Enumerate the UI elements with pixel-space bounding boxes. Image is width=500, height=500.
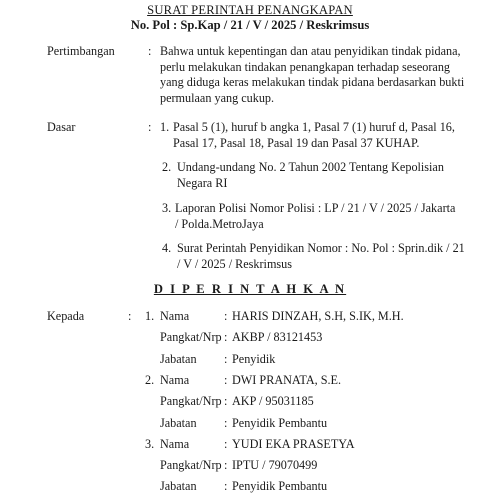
person-nama-label: Nama: [160, 309, 190, 323]
dasar-item-1: [173, 120, 455, 151]
person-pangkat-label: Pangkat/Nrp: [160, 394, 222, 408]
document-title: SURAT PERINTAH PENANGKAPAN: [147, 3, 353, 17]
person-jabatan: Penyidik: [232, 352, 276, 366]
field-colon: :: [224, 330, 228, 344]
pertimbangan-line: perlu melakukan tindakan penangkapan terhadap seseorang: [160, 59, 451, 74]
field-colon: :: [224, 437, 228, 451]
person-number: 1.: [145, 309, 155, 323]
person-jabatan: Penyidik Pembantu: [232, 416, 328, 430]
dasar-item-line: Undang-undang No. 2 Tahun 2002 Tentang Kepolisian: [177, 160, 444, 174]
person-nama-label: Nama: [160, 437, 190, 451]
person-pangkat-label: Pangkat/Nrp: [160, 330, 222, 344]
person-number: 2.: [145, 373, 155, 387]
dasar-item-line: / V / 2025 / Reskrimsus: [177, 256, 293, 271]
person-jabatan-label: Jabatan: [160, 352, 197, 366]
pertimbangan-colon: :: [148, 44, 152, 58]
dasar-item-line: Surat Perintah Penyidikan Nomor : No. Pol : Sprin.dik / 21: [177, 241, 465, 255]
dasar-item-2: [177, 160, 444, 191]
field-colon: :: [224, 352, 228, 366]
dasar-item-3: [175, 201, 455, 232]
dasar-item-line: Pasal 5 (1), huruf b angka 1, Pasal 7 (1) huruf d, Pasal 16,: [173, 120, 455, 134]
dasar-item-line: Pasal 17, Pasal 18, Pasal 19 dan Pasal 37 KUHAP.: [173, 135, 420, 150]
dasar-item-number: 3.: [162, 201, 172, 215]
field-colon: :: [224, 479, 228, 493]
pertimbangan-line: permulaan yang cukup.: [160, 90, 275, 105]
person-nama: YUDI EKA PRASETYA: [232, 437, 355, 451]
person-jabatan-label: Jabatan: [160, 479, 197, 493]
dasar-label: Dasar: [47, 120, 76, 134]
person-pangkat: AKP / 95031185: [232, 394, 314, 408]
person-nama-label: Nama: [160, 373, 190, 387]
kepada-label: Kepada: [47, 309, 85, 323]
dasar-item-line: Laporan Polisi Nomor Polisi : LP / 21 / V / 2025 / Jakarta: [175, 201, 456, 215]
person-nama: DWI PRANATA, S.E.: [232, 373, 342, 387]
person-jabatan-label: Jabatan: [160, 416, 197, 430]
dasar-colon: :: [148, 120, 152, 134]
dasar-item-4: [177, 241, 465, 272]
pertimbangan-line: yang diduga keras melakukan tindak pidana berdasarkan bukti: [160, 75, 465, 89]
field-colon: :: [224, 309, 228, 323]
dasar-item-line: Negara RI: [177, 175, 228, 190]
dasar-item-number: 4.: [162, 241, 172, 255]
person-pangkat: AKBP / 83121453: [232, 330, 323, 344]
person-jabatan: Penyidik Pembantu: [232, 479, 328, 493]
document-number: No. Pol : Sp.Kap / 21 / V / 2025 / Reskrimsus: [130, 18, 370, 32]
person-nama: HARIS DINZAH, S.H, S.IK, M.H.: [232, 309, 404, 323]
command-heading: D I P E R I N T A H K A N: [153, 282, 347, 296]
pertimbangan-line: Bahwa untuk kepentingan dan atau penyidikan tindak pidana,: [160, 44, 461, 58]
person-pangkat-label: Pangkat/Nrp: [160, 458, 222, 472]
field-colon: :: [224, 458, 228, 472]
person-pangkat: IPTU / 79070499: [232, 458, 318, 472]
dasar-item-line: / Polda.MetroJaya: [175, 216, 264, 231]
field-colon: :: [224, 373, 228, 387]
pertimbangan-text: [160, 44, 464, 106]
pertimbangan-label: Pertimbangan: [47, 44, 115, 58]
dasar-item-number: 2.: [162, 160, 172, 174]
kepada-colon: :: [128, 309, 132, 323]
person-number: 3.: [145, 437, 155, 451]
field-colon: :: [224, 416, 228, 430]
dasar-item-number: 1.: [160, 120, 170, 134]
field-colon: :: [224, 394, 228, 408]
